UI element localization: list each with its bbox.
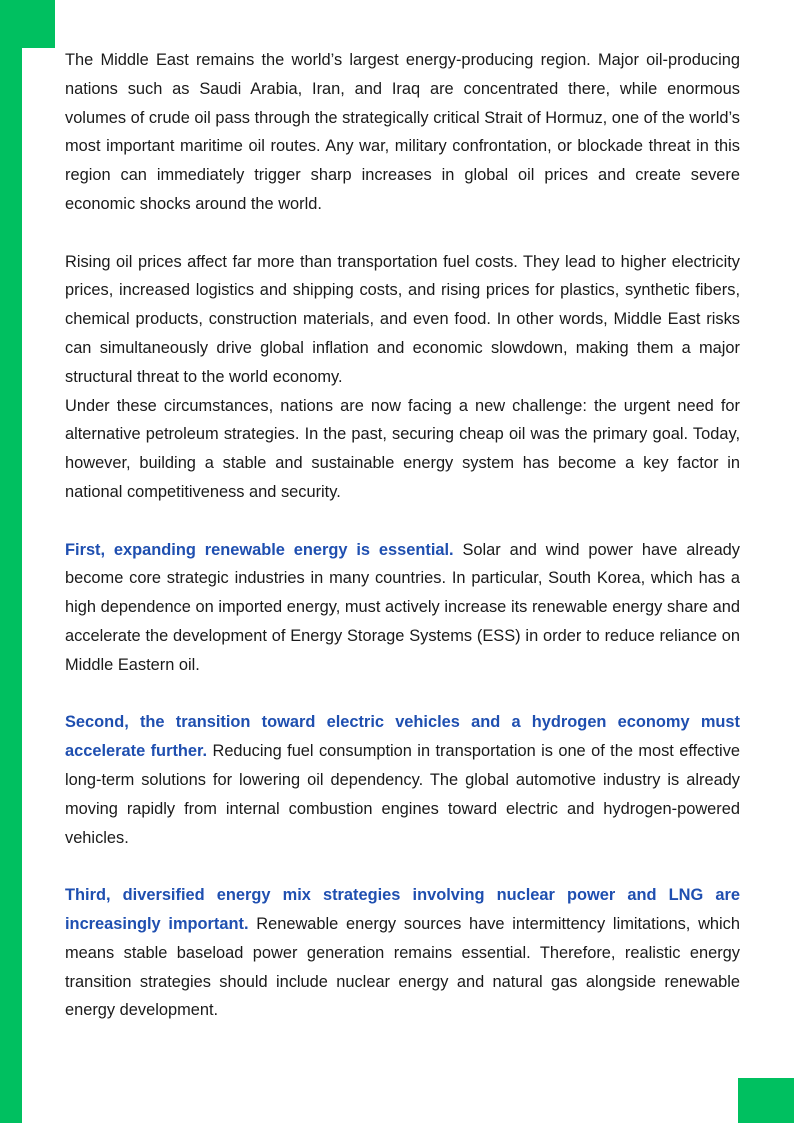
paragraph-body-ev-hydrogen: Reducing fuel consumption in transportation is one of the most effective long-term solutions for lowering oil dependency. The global automotive industry is already moving rapidly from internal combustion engines toward electric and hydrogen-powered vehicles. <box>65 742 741 847</box>
left-accent-bar <box>0 0 22 1123</box>
paragraph-rising-oil-prices: Rising oil prices affect far more than transportation fuel costs. They lead to higher electricity prices, increased logistics and shipping costs, and rising prices for plastics, synthetic fibers, chemical products, construction materials, and even food. In other words, Middle East risks can simultaneously drive global inflation and economic slowdown, making them a major structural threat to the world economy. <box>65 252 740 386</box>
paragraph-body-renewable: Solar and wind power have already become core strategic industries in many countries. In particular, South Korea, which has a high dependence on imported energy, must actively increase its renewable energy share and accelerate the development of Energy Storage Systems (ESS) in order to reduce reliance on Middle Eastern oil. <box>65 540 740 674</box>
paragraph-middle-east-overview: The Middle East remains the world’s largest energy-producing region. Major oil-producing nations such as Saudi Arabia, Iran, and Iraq are concentrated there, while enormous volumes of crude oil pass through the strategically critical Strait of Hormuz, one of the world’s most important maritime oil routes. Any war, military confrontation, or blockade threat in this region can immediately trigger sharp increases in global oil prices and create severe economic shocks around the world. <box>65 51 740 213</box>
paragraph-lead-energy-mix: Third, diversified energy mix strategies involving nuclear power and LNG are increasingly important. <box>65 886 740 933</box>
paragraph-lead-ev-hydrogen: Second, the transition toward electric vehicles and a hydrogen economy must accelerate further. <box>65 713 740 761</box>
article-body <box>65 46 740 1025</box>
paragraph-lead-renewable: First, expanding renewable energy is essential. <box>65 540 454 559</box>
paragraph-spacer <box>65 680 740 709</box>
paragraph-spacer <box>65 852 740 881</box>
paragraph-spacer <box>65 219 740 248</box>
paragraph-alternative-strategies: Under these circumstances, nations are now facing a new challenge: the urgent need for alternative petroleum strategies. In the past, securing cheap oil was the primary goal. Today, however, building a stable and sustainable energy system has become a key factor in national competitiveness and security. <box>65 396 740 501</box>
corner-accent-block <box>738 1078 794 1123</box>
paragraph-body-energy-mix: Renewable energy sources have intermittency limitations, which means stable baseload power generation remains essential. Therefore, realistic energy transition strategies should include nuclear energy and natural gas alongside renewable energy development. <box>65 914 740 1020</box>
paragraph-spacer <box>65 507 740 536</box>
top-accent-block <box>0 0 55 48</box>
paragraph-energy-mix <box>65 881 740 1025</box>
paragraph-renewable-energy <box>65 536 740 680</box>
paragraph-ev-hydrogen <box>65 708 740 852</box>
